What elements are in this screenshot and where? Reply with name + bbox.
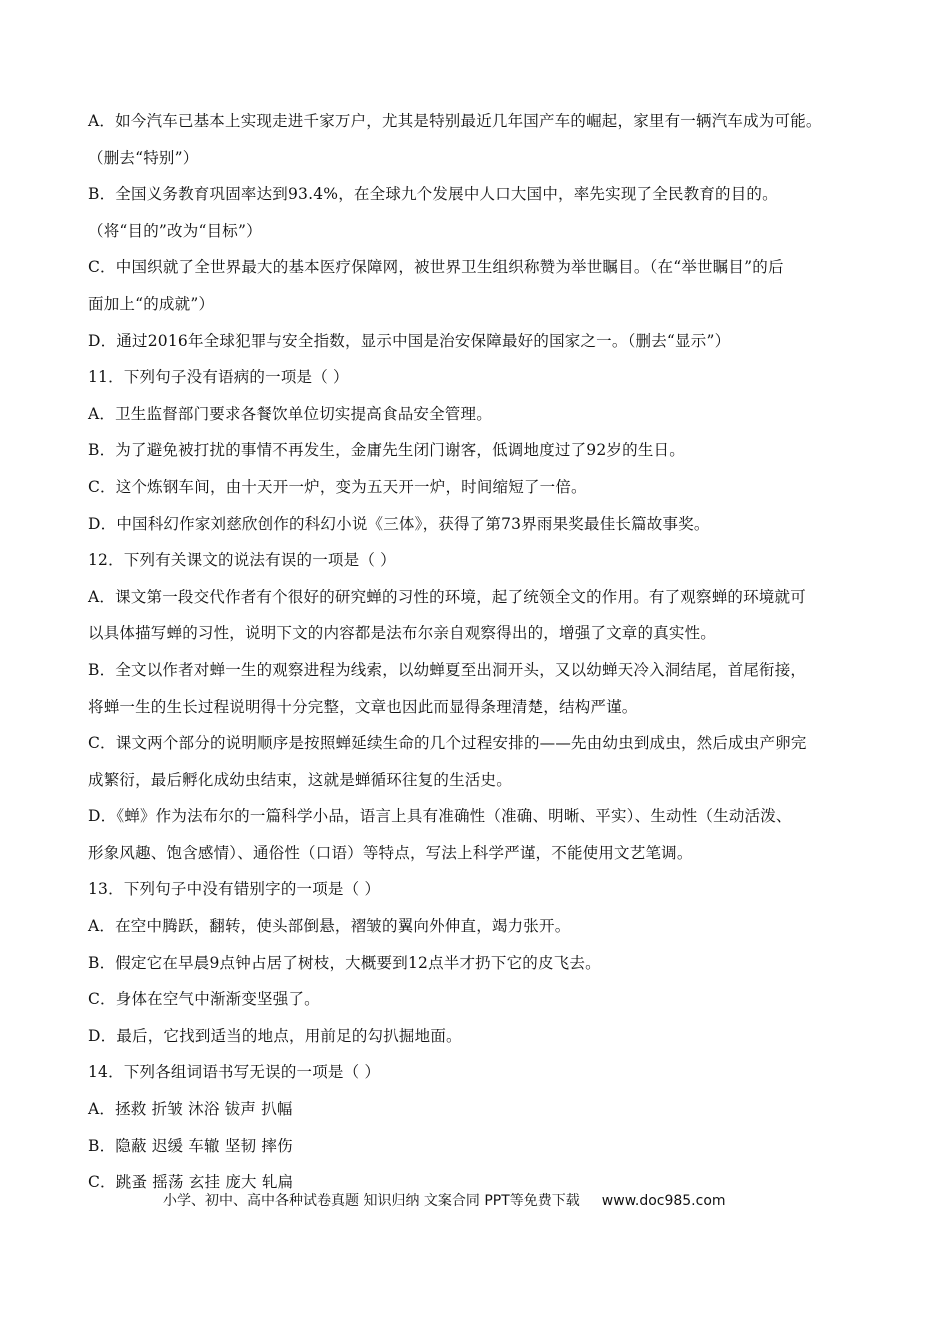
text-line: C．跳蚤 摇荡 玄挂 庞大 轧扁 — [88, 1173, 294, 1192]
text-line: A．在空中腾跃，翻转，使头部倒悬，褶皱的翼向外伸直，竭力张开。 — [88, 917, 571, 936]
text-line: A．课文第一段交代作者有个很好的研究蝉的习性的环境，起了统领全文的作用。有了观察蝉的环境就可 — [88, 587, 806, 606]
page-footer — [163, 1192, 726, 1210]
text-line: C．中国织就了全世界最大的基本医疗保障网，被世界卫生组织称赞为举世瞩目。（在“举世瞩目”的后 — [88, 258, 784, 277]
text-line: B．为了避免被打扰的事情不再发生，金庸先生闭门谢客，低调地度过了92岁的生日。 — [88, 441, 685, 460]
text-line: 成繁衍，最后孵化成幼虫结束，这就是蝉循环往复的生活史。 — [88, 770, 512, 789]
text-line: C．课文两个部分的说明顺序是按照蝉延续生命的几个过程安排的——先由幼虫到成虫，然后成虫产卵完 — [88, 734, 807, 753]
text-line: B．隐蔽 迟缓 车辙 坚韧 摔伤 — [88, 1136, 293, 1155]
text-line: B．全国义务教育巩固率达到93.4%，在全球九个发展中人口大国中，率先实现了全民教育的目的。 — [88, 185, 778, 204]
text-line: C．这个炼钢车间，由十天开一炉，变为五天开一炉，时间缩短了一倍。 — [88, 477, 587, 496]
text-line: （删去“特别”） — [88, 148, 199, 167]
text-line: D．最后，它找到适当的地点，用前足的勾扒掘地面。 — [88, 1026, 462, 1045]
question-14-title: 14．下列各组词语书写无误的一项是（ ） — [88, 1063, 381, 1082]
question-13-title: 13．下列句子中没有错别字的一项是（ ） — [88, 880, 381, 899]
footer-site-link[interactable]: www.doc985.com — [601, 1193, 726, 1209]
text-line: A．拯救 折皱 沐浴 钹声 扒幅 — [88, 1100, 293, 1119]
text-line: D．中国科幻作家刘慈欣创作的科幻小说《三体》，获得了第73界雨果奖最佳长篇故事奖。 — [88, 514, 710, 533]
text-line: B．全文以作者对蝉一生的观察进程为线索，以幼蝉夏至出洞开头，又以幼蝉天冷入洞结尾，首尾衔接， — [88, 660, 807, 679]
footer-text: 小学、初中、高中各种试卷真题 知识归纳 文案合同 PPT等免费下载 — [163, 1193, 580, 1209]
text-line: 将蝉一生的生长过程说明得十分完整，文章也因此而显得条理清楚，结构严谨。 — [88, 697, 638, 716]
text-line: （将“目的”改为“目标”） — [88, 221, 262, 240]
text-line: 形象风趣、饱含感情）、通俗性（口语）等特点，写法上科学严谨，不能使用文艺笔调。 — [88, 843, 693, 862]
text-line: 以具体描写蝉的习性，说明下文的内容都是法布尔亲自观察得出的，增强了文章的真实性。 — [88, 624, 717, 643]
text-line: C．身体在空气中渐渐变坚强了。 — [88, 990, 320, 1009]
document-body — [88, 112, 868, 1210]
text-line: A．卫生监督部门要求各餐饮单位切实提高食品安全管理。 — [88, 404, 492, 423]
text-line: B．假定它在早晨9点钟占居了树枝，大概要到12点半才扔下它的皮飞去。 — [88, 953, 601, 972]
text-line: A．如今汽车已基本上实现走进千家万户，尤其是特别最近几年国产车的崛起，家里有一辆汽车成为可能。 — [88, 112, 822, 130]
question-12-title: 12．下列有关课文的说法有误的一项是（ ） — [88, 551, 396, 570]
text-line: 面加上“的成就”） — [88, 294, 215, 313]
question-11-title: 11．下列句子没有语病的一项是（ ） — [88, 368, 349, 387]
text-line: D．通过2016年全球犯罪与安全指数，显示中国是治安保障最好的国家之一。（删去“显示”） — [88, 331, 731, 350]
text-line: D．《蝉》作为法布尔的一篇科学小品，语言上具有准确性（准确、明晰、平实）、生动性（生动活泼、 — [88, 807, 792, 826]
